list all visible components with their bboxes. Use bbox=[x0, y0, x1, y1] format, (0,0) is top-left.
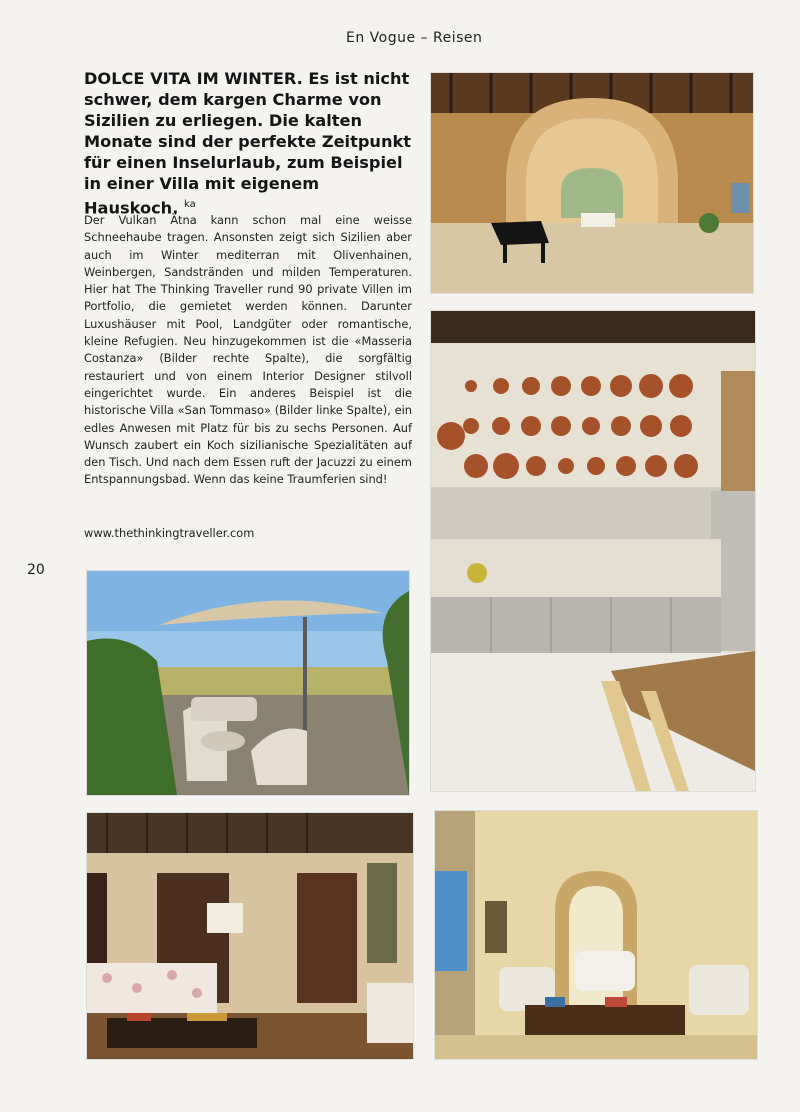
living-room-image bbox=[87, 813, 413, 1059]
terrace-image bbox=[87, 571, 409, 795]
website-link[interactable]: www.thethinkingtraveller.com bbox=[84, 526, 255, 540]
section-header: En Vogue – Reisen bbox=[346, 30, 483, 46]
article-lead bbox=[84, 68, 414, 218]
lounge-image bbox=[435, 811, 757, 1059]
photo-terrace-umbrella bbox=[86, 570, 410, 796]
lead-text: DOLCE VITA IM WINTER. Es ist nicht schwer, dem kargen Charme von Sizilien zu erliegen. Die kalten Monate sind der perfekte Zeitpunkt für einen Inselurlaub, zum Beispiel in einer Villa mit eigenem Hauskoch. bbox=[84, 69, 411, 218]
page-number: 20 bbox=[27, 562, 45, 578]
photo-lounge-arch bbox=[434, 810, 758, 1060]
photo-kitchen-copper-pans bbox=[430, 310, 756, 792]
kitchen-image bbox=[431, 311, 755, 791]
photo-arched-hall-piano bbox=[430, 72, 754, 294]
article-body: Der Vulkan Ätna kann schon mal eine weisse Schneehaube tragen. Ansonsten zeigt sich Sizilien aber auch im Winter mediterran mit Olivenhainen, Weinbergen, Sandstränden und milden Temperaturen. Hier hat The Thinking Traveller rund 90 private Villen im Portfolio, die gemietet werden können. Darunter Luxushäuser mit Pool, Landgüter oder romantische, kleine Refugien. Neu hinzugekommen ist die «Masseria Costanza» (Bilder rechte Spalte), die sorgfältig restauriert und von einem Interior Designer stilvoll eingerichtet wurde. Ein anderes Beispiel ist die historische Villa «San Tommaso» (Bilder linke Spalte), ein edles Anwesen mit Platz für bis zu sechs Personen. Auf Wunsch zaubert ein Koch sizilianische Spezialitäten auf den Tisch. Und nach dem Essen ruft der Jacuzzi zu einem Entspannungsbad. Wenn das keine Traumferien sind! bbox=[84, 213, 412, 487]
author-initials: ka bbox=[184, 199, 196, 210]
arched-hall-image bbox=[431, 73, 753, 293]
photo-living-room-sofa bbox=[86, 812, 414, 1060]
